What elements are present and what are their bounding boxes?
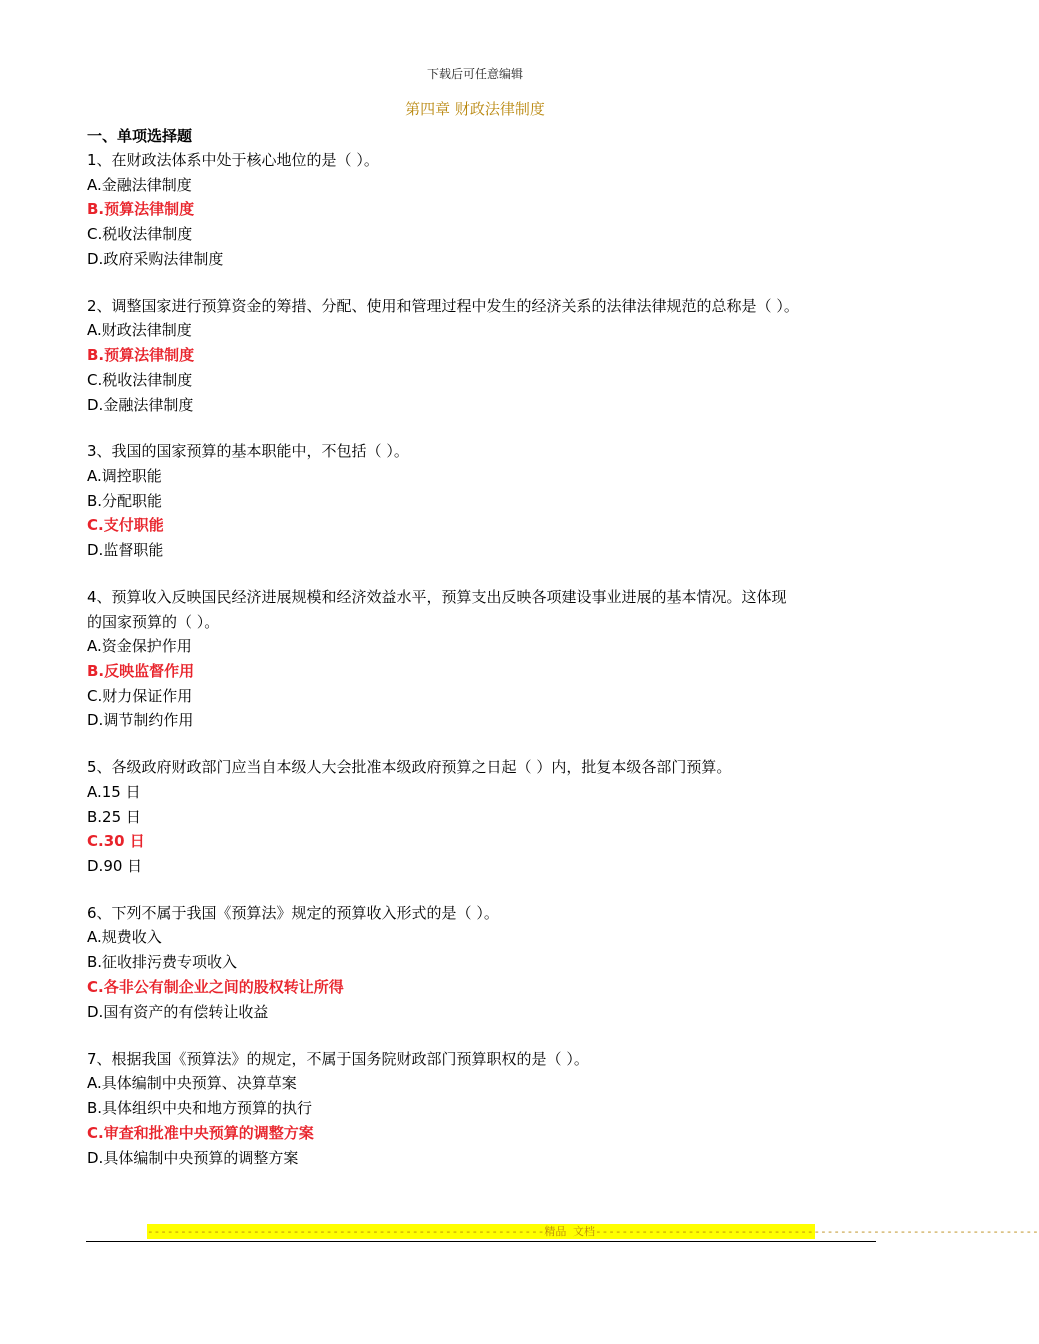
- answer-option: D.金融法律制度: [87, 395, 194, 414]
- answer-option: D.国有资产的有偿转让收益: [87, 1002, 269, 1021]
- footer-divider: [86, 1241, 876, 1242]
- answer-option: B.25 日: [87, 807, 141, 826]
- footer-watermark-band: ------------------------------------------------------------精品 文档-------------------------------------------------------------------: [147, 1225, 1039, 1238]
- download-note: 下载后可任意编辑: [426, 67, 523, 81]
- question-block: [87, 901, 887, 1025]
- question-text: 1、在财政法体系中处于核心地位的是（ ）。: [87, 151, 379, 169]
- answer-option-correct: C.30 日: [87, 832, 145, 851]
- question-text: 2、调整国家进行预算资金的筹措、分配、使用和管理过程中发生的经济关系的法律法律规范的总称是（ ）。: [87, 296, 799, 315]
- answer-option: D.90 日: [87, 857, 143, 876]
- answer-option-correct: B.反映监督作用: [87, 661, 195, 680]
- question-text: 3、我国的国家预算的基本职能中，不包括（ ）。: [87, 442, 409, 461]
- question-block: [87, 148, 887, 272]
- answer-option-correct: C.各非公有制企业之间的股权转让所得: [87, 978, 344, 997]
- question-block: [87, 439, 887, 563]
- answer-option: A.金融法律制度: [87, 175, 192, 194]
- question-text: 7、根据我国《预算法》的规定，不属于国务院财政部门预算职权的是（ ）。: [87, 1049, 589, 1068]
- answer-option: D.监督职能: [87, 541, 164, 560]
- answer-option: B.征收排污费专项收入: [87, 953, 238, 972]
- answer-option: B.分配职能: [87, 491, 163, 510]
- question-block: [87, 585, 887, 733]
- section-heading: 一、单项选择题: [87, 127, 193, 145]
- questions-container: [87, 148, 887, 1170]
- answer-option: C.税收法律制度: [87, 225, 193, 244]
- question-block: [87, 1047, 887, 1171]
- answer-option-correct: C.审查和批准中央预算的调整方案: [87, 1123, 314, 1142]
- answer-option: A.具体编制中央预算、决算草案: [87, 1074, 297, 1093]
- answer-option: D.具体编制中央预算的调整方案: [87, 1148, 299, 1167]
- answer-option: D.政府采购法律制度: [87, 249, 224, 268]
- answer-option: C.税收法律制度: [87, 370, 193, 389]
- question-text: 6、下列不属于我国《预算法》规定的预算收入形式的是（ ）。: [87, 903, 499, 922]
- chapter-title: 第四章 财政法律制度: [405, 100, 545, 118]
- answer-option-correct: C.支付职能: [87, 516, 164, 535]
- question-text: 5、各级政府财政部门应当自本级人大会批准本级政府预算之日起（ ）内，批复本级各部门预算。: [87, 758, 732, 777]
- question-block: [87, 294, 887, 418]
- answer-option: D.调节制约作用: [87, 711, 194, 730]
- question-text: 4、预算收入反映国民经济进展规模和经济效益水平，预算支出反映各项建设事业进展的基本情况。这体现 的国家预算的（ ）。: [87, 588, 787, 631]
- answer-option: C.财力保证作用: [87, 686, 193, 705]
- answer-option-correct: B.预算法律制度: [87, 345, 195, 364]
- question-block: [87, 755, 887, 879]
- answer-option: B.具体组织中央和地方预算的执行: [87, 1098, 313, 1117]
- answer-option: A.资金保护作用: [87, 637, 192, 656]
- question-list: [87, 124, 887, 1192]
- answer-option: A.调控职能: [87, 466, 162, 485]
- answer-option: A.15 日: [87, 782, 141, 801]
- answer-option: A.财政法律制度: [87, 321, 192, 340]
- answer-option-correct: B.预算法律制度: [87, 200, 195, 219]
- answer-option: A.规费收入: [87, 928, 162, 947]
